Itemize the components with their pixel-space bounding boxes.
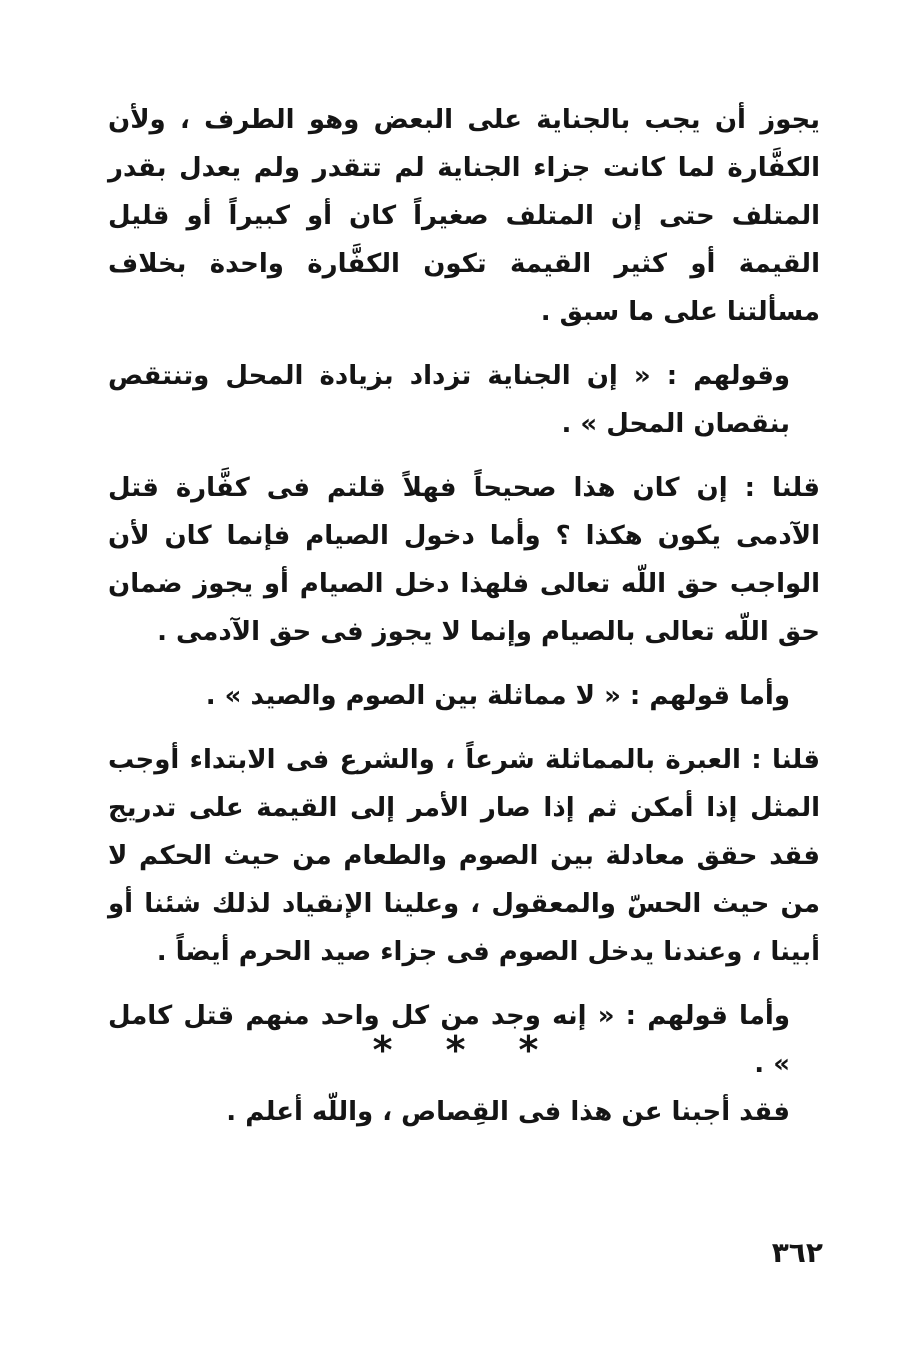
- paragraph-4: وأما قولهم : « لا مماثلة بين الصوم والصيد » .: [205, 681, 790, 711]
- section-separator: [0, 1030, 911, 1070]
- body-text: [108, 96, 820, 1136]
- paragraph-2: وقولهم : « إن الجناية تزداد بزيادة المحل وتنتقص بنقصان المحل » .: [108, 361, 790, 439]
- paragraph-5: قلنا : العبرة بالمماثلة شرعاً ، والشرع فى الابتداء أوجب المثل إذا أمكن ثم إذا صار الأمر إلى القيمة على تدريج فقد حقق معادلة بين الصوم والطعام من حيث الحكم لا من حيث الحسّ والمعقول ، وعلينا الإنقياد لذلك شئنا أو أبينا ، وعندنا يدخل الصوم فى جزاء صيد الحرم أيضاً .: [108, 745, 820, 967]
- paragraph-6: وأما قولهم : « إنه وجد من كل واحد منهم قتل كامل » .: [108, 1001, 790, 1079]
- separator-star: *: [372, 1028, 393, 1072]
- separator-star: *: [445, 1028, 466, 1072]
- paragraph-3: قلنا : إن كان هذا صحيحاً فهلاً قلتم فى كفَّارة قتل الآدمى يكون هكذا ؟ وأما دخول الصيام فإنما كان لأن الواجب حق اللّه تعالى فلهذا دخل الصيام أو يجوز ضمان حق اللّه تعالى بالصيام وإنما لا يجوز فى حق الآدمى .: [108, 473, 820, 647]
- separator-star: *: [518, 1028, 539, 1072]
- page-number: ٣٦٢: [771, 1236, 823, 1269]
- paragraph-1: يجوز أن يجب بالجناية على البعض وهو الطرف ، ولأن الكفَّارة لما كانت جزاء الجناية لم تتقدر ولم يعدل بقدر المتلف حتى إن المتلف صغيراً كان أو كبيراً أو قليل القيمة أو كثير القيمة تكون الكفَّارة واحدة بخلاف مسألتنا على ما سبق .: [108, 105, 820, 327]
- paragraph-7: فقد أجبنا عن هذا فى القِصاص ، واللّه أعلم .: [226, 1097, 790, 1127]
